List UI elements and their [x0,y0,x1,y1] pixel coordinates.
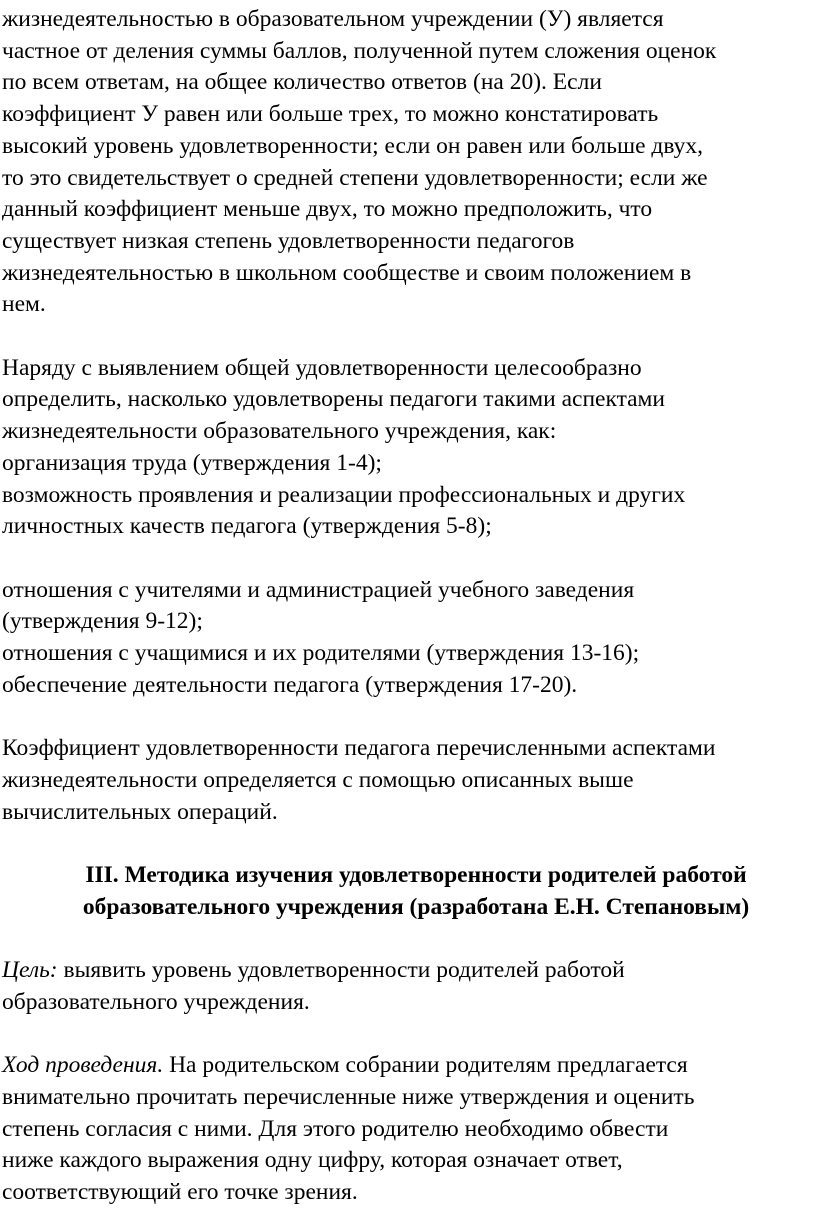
paragraph-relations [2,575,816,702]
paragraph-gap [2,923,816,955]
text-line: жизнедеятельности образовательного учреждения, как: [2,418,557,445]
text-line [2,955,816,987]
paragraph-aspects [2,353,816,543]
list-line: (утверждения 9-12); [2,608,203,635]
list-line: отношения с учащимися и их родителями (утверждения 13-16); [2,640,640,667]
text-line [2,1050,816,1082]
text-line: Коэффициент удовлетворенности педагога перечисленными аспектами [2,735,716,762]
text-line: нем. [2,291,46,318]
heading-line: образовательного учреждения (разработана Е.Н. Степановым) [82,893,750,920]
paragraph-gap [2,321,816,353]
text-line: то это свидетельствует о средней степени удовлетворенности; если же [2,164,708,191]
list-line: личностных качеств педагога (утверждения 5-8); [2,513,492,540]
procedure-label: Ход проведения. [2,1052,164,1079]
text-line: определить, насколько удовлетворены педагоги такими аспектами [2,386,666,413]
heading-line: III. Методика изучения удовлетворенности родителей работой [85,861,747,888]
paragraph-procedure [2,1050,816,1209]
text-line: коэффициент У равен или больше трех, то можно констатировать [2,101,659,128]
paragraph-gap [2,543,816,575]
text-line: образовательного учреждения. [2,988,310,1015]
text-line: Наряду с выявлением общей удовлетворенности целесообразно [2,354,642,381]
goal-label: Цель: [2,957,58,984]
section-heading [2,860,816,923]
procedure-text: На родительском собрании родителям предлагается [163,1052,688,1079]
list-line: организация труда (утверждения 1-4); [2,449,382,476]
paragraph-goal [2,955,816,1018]
goal-text: выявить уровень удовлетворенности родителей работой [57,957,625,984]
paragraph-gap [2,701,816,733]
text-line: ниже каждого выражения одну цифру, которая означает ответ, [2,1147,623,1174]
text-line: существует низкая степень удовлетворенности педагогов [2,227,575,254]
paragraph-satisfaction-coefficient [2,4,816,321]
list-line: обеспечение деятельности педагога (утверждения 17-20). [2,671,578,698]
text-line: жизнедеятельностью в образовательном учреждении (У) является [2,6,664,32]
paragraph-gap [2,828,816,860]
text-line: соответствующий его точке зрения. [2,1178,358,1205]
text-line: внимательно прочитать перечисленные ниже утверждения и оценить [2,1083,695,1110]
paragraph-gap [2,1018,816,1050]
text-line: высокий уровень удовлетворенности; если он равен или больше двух, [2,132,704,159]
list-line: отношения с учителями и администрацией учебного заведения [2,576,635,603]
text-line: частное от деления суммы баллов, полученной путем сложения оценок [2,37,717,64]
text-line: жизнедеятельности определяется с помощью описанных выше [2,766,634,793]
list-line: возможность проявления и реализации профессиональных и других [2,481,686,508]
paragraph-coefficient-aspects [2,733,816,828]
text-line: данный коэффициент меньше двух, то можно предположить, что [2,196,653,223]
text-line: вычислительных операций. [2,798,278,825]
text-line: по всем ответам, на общее количество ответов (на 20). Если [2,69,602,96]
text-line: степень согласия с ними. Для этого родителю необходимо обвести [2,1115,669,1142]
text-line: жизнедеятельностью в школьном сообществе и своим положением в [2,259,692,286]
